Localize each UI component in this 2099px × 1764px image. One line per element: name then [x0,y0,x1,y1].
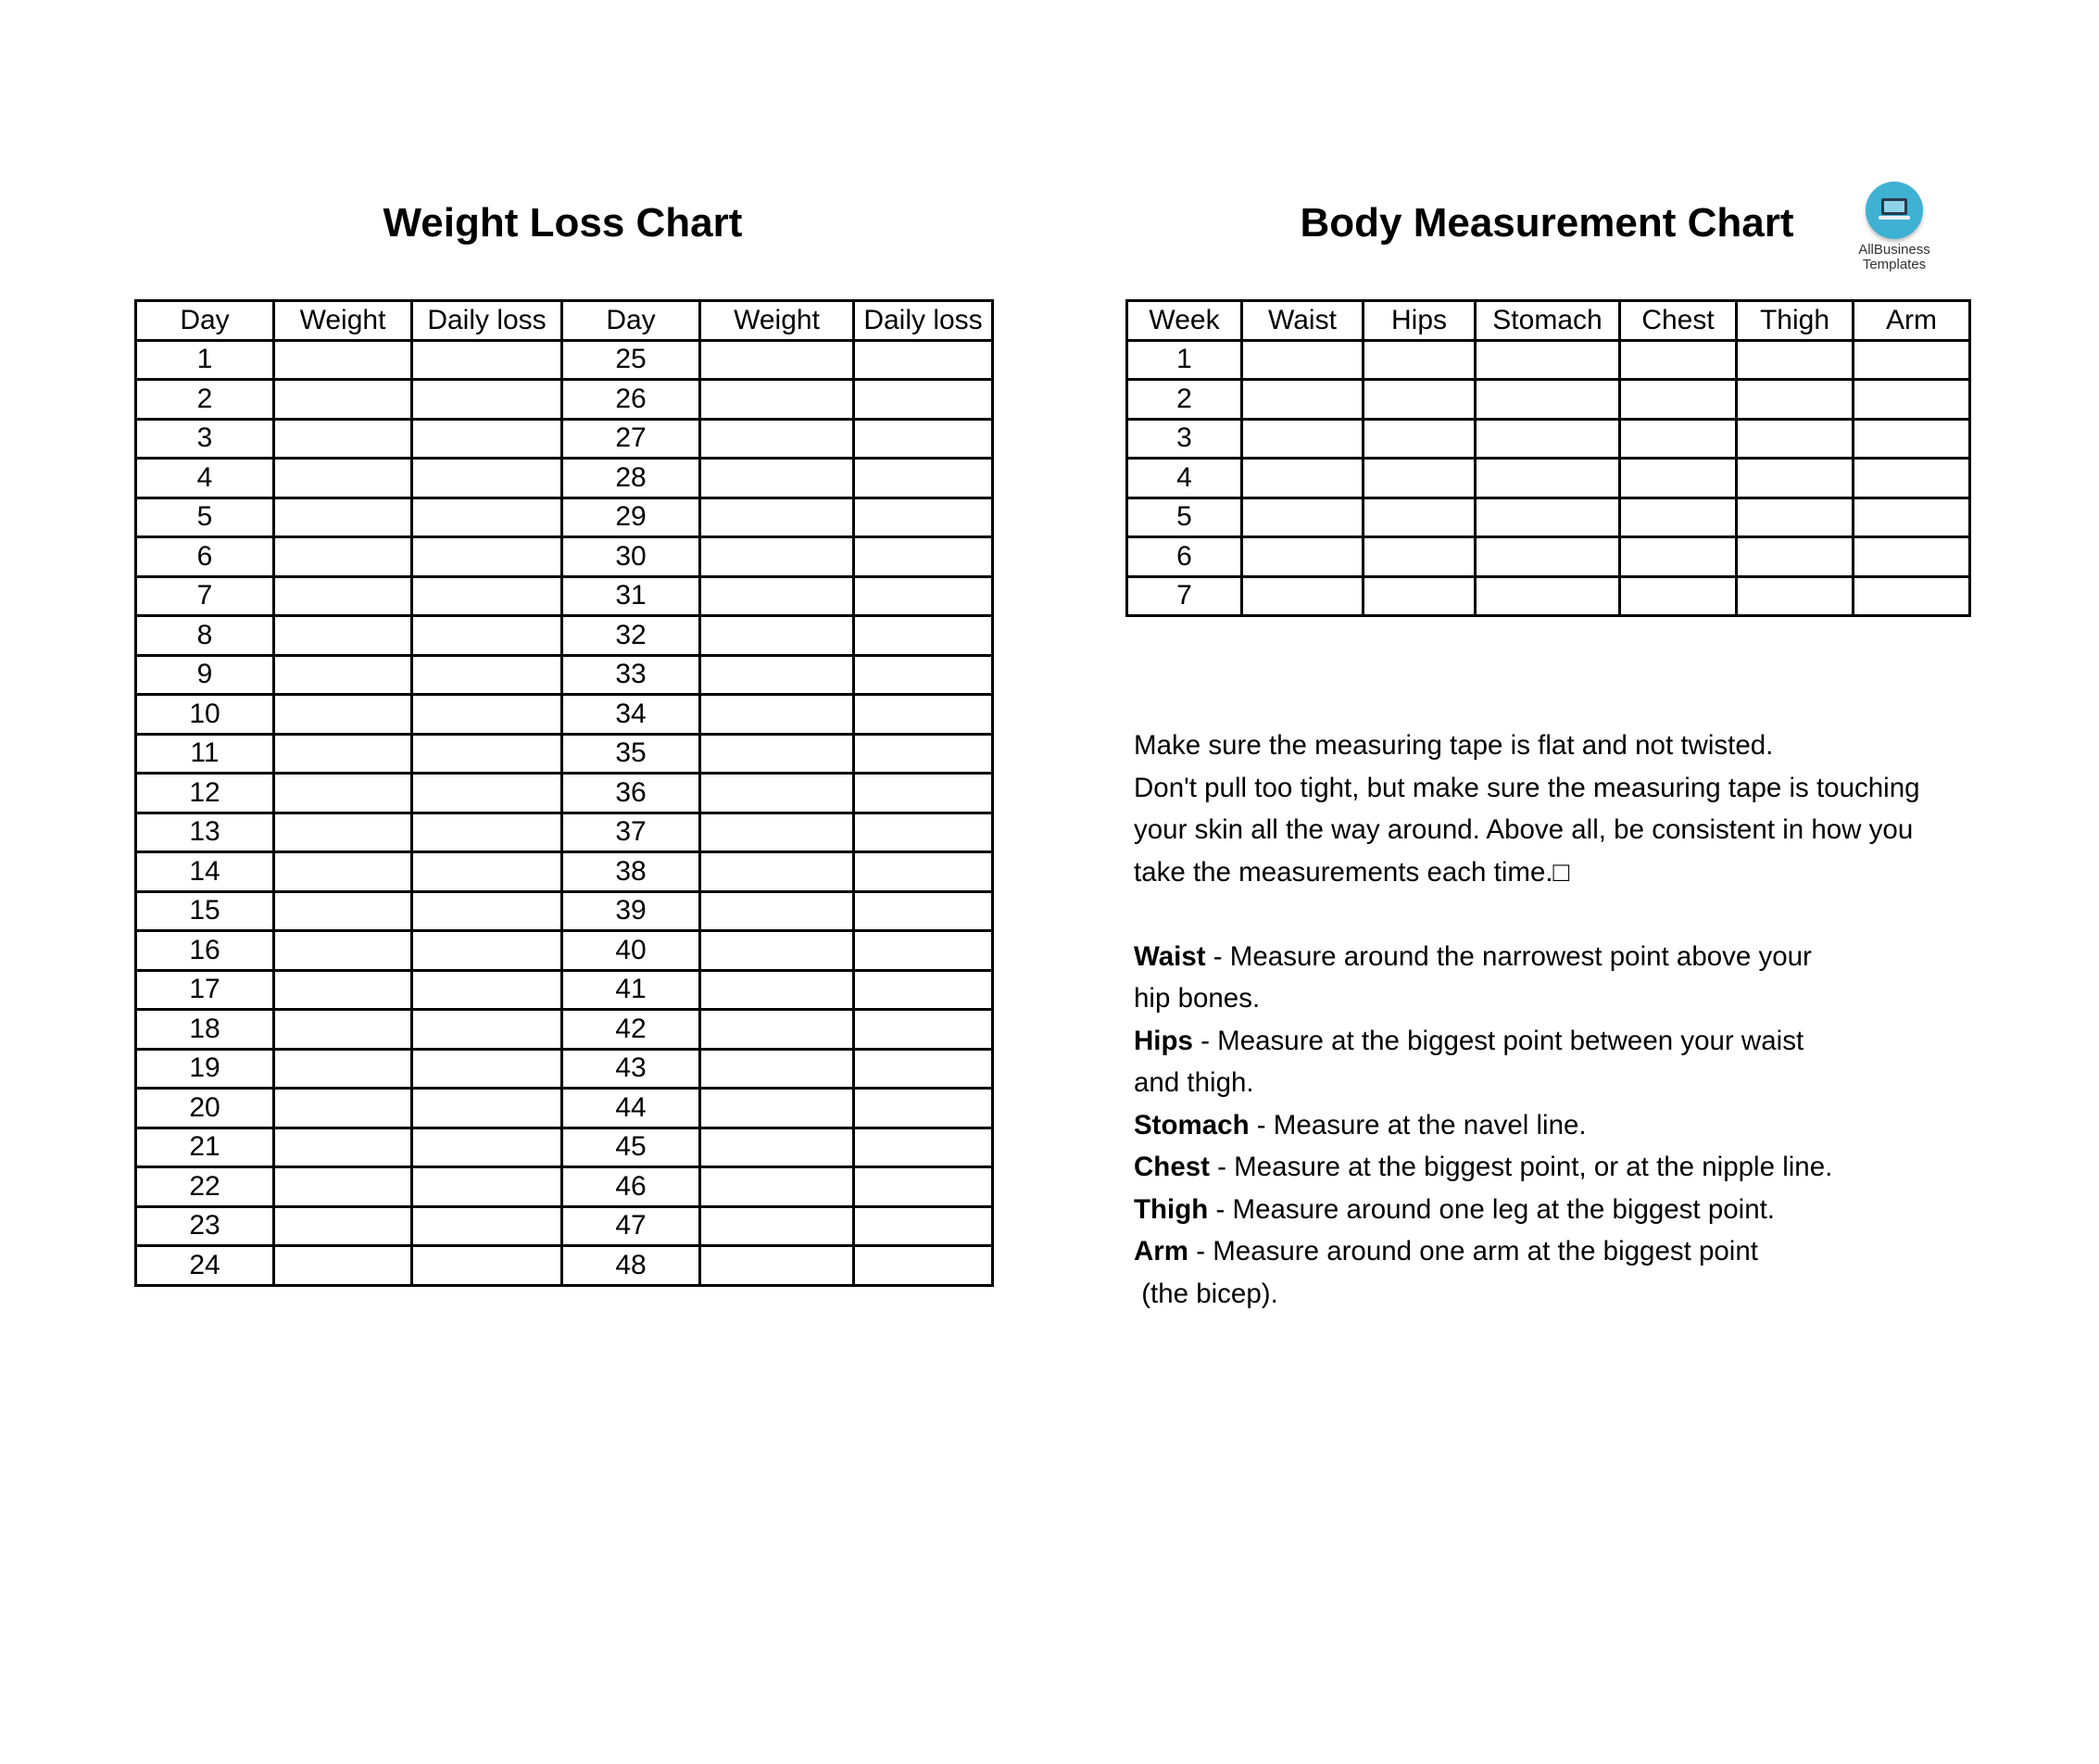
table-row [136,498,993,537]
daily-loss-input-cell[interactable] [854,1010,993,1050]
instruction-chest [1134,1146,1967,1189]
header-thigh: Thigh [1737,301,1854,341]
weight-input-cell[interactable] [274,380,412,420]
day-cell: 8 [136,616,274,656]
instruction-arm [1134,1273,1967,1316]
measurement-instructions [1134,724,1967,1315]
weight-input-cell[interactable] [700,419,854,459]
day-cell: 24 [136,1246,274,1286]
weight-input-cell[interactable] [700,459,854,498]
daily-loss-input-cell[interactable] [854,616,993,656]
day-cell: 38 [562,852,700,892]
stomach-input-cell[interactable] [1476,537,1620,577]
weight-input-cell[interactable] [274,498,412,537]
stomach-input-cell[interactable] [1476,459,1620,498]
weight-input-cell[interactable] [700,695,854,735]
weight-input-cell[interactable] [700,813,854,852]
day-cell: 10 [136,695,274,735]
day-cell: 3 [136,419,274,459]
table-row [136,695,993,735]
daily-loss-input-cell[interactable] [412,931,562,971]
table-row [136,576,993,616]
weight-table-header-row [136,301,993,341]
weight-input-cell[interactable] [274,1089,412,1128]
waist-input-cell[interactable] [1242,340,1364,380]
day-cell: 48 [562,1246,700,1286]
weight-input-cell[interactable] [274,695,412,735]
arm-input-cell[interactable] [1854,537,1970,577]
daily-loss-input-cell[interactable] [412,576,562,616]
instruction-text: and thigh. [1134,1067,1254,1098]
weight-input-cell[interactable] [274,1128,412,1167]
weight-input-cell[interactable] [700,498,854,537]
weight-input-cell[interactable] [274,655,412,695]
day-cell: 37 [562,813,700,852]
waist-input-cell[interactable] [1242,459,1364,498]
daily-loss-input-cell[interactable] [412,970,562,1010]
waist-input-cell[interactable] [1242,498,1364,537]
chest-input-cell[interactable] [1620,498,1737,537]
stomach-input-cell[interactable] [1476,340,1620,380]
spacer [1134,893,1967,936]
chest-input-cell[interactable] [1620,459,1737,498]
day-cell: 36 [562,774,700,813]
table-row [1127,537,1970,577]
table-row [136,970,993,1010]
day-cell: 26 [562,380,700,420]
day-cell: 41 [562,970,700,1010]
daily-loss-input-cell[interactable] [854,380,993,420]
weight-input-cell[interactable] [700,734,854,774]
intro-text-line: your skin all the way around. Above all, be consistent in how you [1134,814,1914,845]
hips-input-cell[interactable] [1364,380,1476,420]
daily-loss-input-cell[interactable] [854,891,993,931]
weight-input-cell[interactable] [700,1206,854,1246]
instruction-label: Thigh [1134,1193,1209,1225]
daily-loss-input-cell[interactable] [412,1049,562,1089]
day-cell: 28 [562,459,700,498]
header-arm: Arm [1854,301,1970,341]
table-row [136,1010,993,1050]
daily-loss-input-cell[interactable] [854,774,993,813]
table-row [136,774,993,813]
day-cell: 4 [136,459,274,498]
daily-loss-input-cell[interactable] [412,498,562,537]
weight-input-cell[interactable] [274,1010,412,1050]
header-stomach: Stomach [1476,301,1620,341]
header-hips: Hips [1364,301,1476,341]
weight-loss-table [134,299,994,1287]
waist-input-cell[interactable] [1242,576,1364,616]
day-cell: 22 [136,1167,274,1207]
weight-input-cell[interactable] [274,616,412,656]
daily-loss-input-cell[interactable] [854,655,993,695]
header-waist: Waist [1242,301,1364,341]
weight-input-cell[interactable] [700,1010,854,1050]
logo-text-line2: Templates [1862,257,1927,272]
weight-input-cell[interactable] [274,1167,412,1207]
weight-input-cell[interactable] [700,1089,854,1128]
daily-loss-input-cell[interactable] [854,852,993,892]
table-row [136,537,993,577]
table-row [136,852,993,892]
header-weight: Weight [274,301,412,341]
instruction-waist [1134,977,1967,1020]
arm-input-cell[interactable] [1854,340,1970,380]
day-cell: 47 [562,1206,700,1246]
week-cell: 7 [1127,576,1242,616]
weight-input-cell[interactable] [274,1246,412,1286]
daily-loss-input-cell[interactable] [854,695,993,735]
instruction-hips [1134,1062,1967,1104]
day-cell: 21 [136,1128,274,1167]
table-row [1127,380,1970,420]
table-row [136,340,993,380]
weight-input-cell[interactable] [274,340,412,380]
week-cell: 3 [1127,419,1242,459]
thigh-input-cell[interactable] [1737,576,1854,616]
daily-loss-input-cell[interactable] [854,734,993,774]
weight-input-cell[interactable] [274,931,412,971]
weight-input-cell[interactable] [700,970,854,1010]
daily-loss-input-cell[interactable] [854,576,993,616]
weight-loss-chart-title: Weight Loss Chart [383,200,743,246]
header-weight: Weight [700,301,854,341]
laptop-icon [1866,182,1923,239]
weight-input-cell[interactable] [274,852,412,892]
daily-loss-input-cell[interactable] [854,340,993,380]
table-row [136,1128,993,1167]
hips-input-cell[interactable] [1364,498,1476,537]
stomach-input-cell[interactable] [1476,419,1620,459]
daily-loss-input-cell[interactable] [412,1167,562,1207]
header-week: Week [1127,301,1242,341]
instruction-stomach [1134,1104,1967,1147]
day-cell: 13 [136,813,274,852]
daily-loss-input-cell[interactable] [412,1089,562,1128]
day-cell: 17 [136,970,274,1010]
instruction-label: Stomach [1134,1109,1250,1140]
daily-loss-input-cell[interactable] [412,734,562,774]
intro-text-line: take the measurements each time.□ [1134,856,1570,888]
day-cell: 34 [562,695,700,735]
daily-loss-input-cell[interactable] [854,1128,993,1167]
week-cell: 6 [1127,537,1242,577]
weight-input-cell[interactable] [274,537,412,577]
daily-loss-input-cell[interactable] [412,852,562,892]
weight-input-cell[interactable] [700,852,854,892]
day-cell: 45 [562,1128,700,1167]
daily-loss-input-cell[interactable] [412,419,562,459]
weight-input-cell[interactable] [700,1167,854,1207]
table-row [136,1089,993,1128]
daily-loss-input-cell[interactable] [412,774,562,813]
day-cell: 5 [136,498,274,537]
chest-input-cell[interactable] [1620,576,1737,616]
weight-input-cell[interactable] [274,419,412,459]
weight-input-cell[interactable] [700,1049,854,1089]
weight-input-cell[interactable] [700,655,854,695]
instruction-text: - Measure at the biggest point, or at the nipple line. [1209,1152,1833,1182]
instruction-label: Hips [1134,1025,1193,1056]
waist-input-cell[interactable] [1242,380,1364,420]
table-row [136,655,993,695]
weight-input-cell[interactable] [700,340,854,380]
intro-text-line: Make sure the measuring tape is flat and not twisted. [1134,730,1774,761]
hips-input-cell[interactable] [1364,537,1476,577]
daily-loss-input-cell[interactable] [412,813,562,852]
arm-input-cell[interactable] [1854,380,1970,420]
day-cell: 29 [562,498,700,537]
weight-input-cell[interactable] [700,616,854,656]
daily-loss-input-cell[interactable] [854,813,993,852]
instruction-arm [1134,1230,1967,1273]
thigh-input-cell[interactable] [1737,340,1854,380]
weight-input-cell[interactable] [700,1246,854,1286]
instruction-text: - Measure around the narrowest point above your [1205,940,1812,972]
day-cell: 30 [562,537,700,577]
instruction-text: - Measure at the navel line. [1249,1109,1587,1140]
header-day: Day [136,301,274,341]
day-cell: 35 [562,734,700,774]
header-daily-loss: Daily loss [412,301,562,341]
instruction-text: - Measure around one arm at the biggest point [1188,1236,1758,1266]
table-row [136,734,993,774]
day-cell: 11 [136,734,274,774]
table-row [136,419,993,459]
instruction-label: Waist [1134,940,1206,972]
thigh-input-cell[interactable] [1737,498,1854,537]
waist-input-cell[interactable] [1242,419,1364,459]
weight-input-cell[interactable] [274,1049,412,1089]
week-cell: 4 [1127,459,1242,498]
daily-loss-input-cell[interactable] [854,970,993,1010]
daily-loss-input-cell[interactable] [412,1128,562,1167]
daily-loss-input-cell[interactable] [412,891,562,931]
daily-loss-input-cell[interactable] [412,1206,562,1246]
day-cell: 15 [136,891,274,931]
body-measurement-table [1125,299,1971,617]
daily-loss-input-cell[interactable] [412,1010,562,1050]
thigh-input-cell[interactable] [1737,537,1854,577]
weight-input-cell[interactable] [700,774,854,813]
table-row [136,891,993,931]
arm-input-cell[interactable] [1854,576,1970,616]
table-row [136,380,993,420]
day-cell: 6 [136,537,274,577]
day-cell: 43 [562,1049,700,1089]
day-cell: 2 [136,380,274,420]
chest-input-cell[interactable] [1620,340,1737,380]
instruction-text: (the bicep). [1134,1278,1278,1309]
instruction-hips [1134,1020,1967,1063]
weight-input-cell[interactable] [700,380,854,420]
daily-loss-input-cell[interactable] [412,1246,562,1286]
daily-loss-input-cell[interactable] [412,616,562,656]
instruction-text: hip bones. [1134,983,1261,1014]
daily-loss-input-cell[interactable] [854,931,993,971]
intro-text-line: Don't pull too tight, but make sure the measuring tape is touching [1134,772,1920,803]
week-cell: 5 [1127,498,1242,537]
table-row [136,1167,993,1207]
day-cell: 18 [136,1010,274,1050]
daily-loss-input-cell[interactable] [854,419,993,459]
day-cell: 31 [562,576,700,616]
weight-input-cell[interactable] [274,970,412,1010]
weight-input-cell[interactable] [274,459,412,498]
day-cell: 27 [562,419,700,459]
daily-loss-input-cell[interactable] [854,459,993,498]
instruction-thigh [1134,1189,1967,1231]
day-cell: 12 [136,774,274,813]
hips-input-cell[interactable] [1364,576,1476,616]
weight-input-cell[interactable] [274,576,412,616]
daily-loss-input-cell[interactable] [412,340,562,380]
header-chest: Chest [1620,301,1737,341]
hips-input-cell[interactable] [1364,459,1476,498]
daily-loss-input-cell[interactable] [412,537,562,577]
day-cell: 40 [562,931,700,971]
hips-input-cell[interactable] [1364,340,1476,380]
day-cell: 33 [562,655,700,695]
table-row [1127,340,1970,380]
chest-input-cell[interactable] [1620,419,1737,459]
daily-loss-input-cell[interactable] [412,655,562,695]
body-table-header-row [1127,301,1970,341]
stomach-input-cell[interactable] [1476,380,1620,420]
stomach-input-cell[interactable] [1476,498,1620,537]
daily-loss-input-cell[interactable] [412,695,562,735]
arm-input-cell[interactable] [1854,459,1970,498]
daily-loss-input-cell[interactable] [854,1206,993,1246]
weight-input-cell[interactable] [274,734,412,774]
table-row [136,931,993,971]
day-cell: 32 [562,616,700,656]
day-cell: 20 [136,1089,274,1128]
weight-input-cell[interactable] [700,931,854,971]
day-cell: 1 [136,340,274,380]
day-cell: 9 [136,655,274,695]
daily-loss-input-cell[interactable] [854,1167,993,1207]
chest-input-cell[interactable] [1620,380,1737,420]
arm-input-cell[interactable] [1854,419,1970,459]
day-cell: 23 [136,1206,274,1246]
table-row [136,1049,993,1089]
allbusiness-templates-logo [1843,182,1945,272]
daily-loss-input-cell[interactable] [854,1049,993,1089]
instruction-label: Chest [1134,1152,1210,1182]
daily-loss-input-cell[interactable] [854,498,993,537]
waist-input-cell[interactable] [1242,537,1364,577]
table-row [136,1246,993,1286]
day-cell: 16 [136,931,274,971]
chest-input-cell[interactable] [1620,537,1737,577]
daily-loss-input-cell[interactable] [854,1246,993,1286]
table-row [1127,459,1970,498]
day-cell: 44 [562,1089,700,1128]
instruction-waist [1134,936,1967,978]
logo-text-line1: AllBusiness [1858,242,1930,258]
body-measurement-chart-title: Body Measurement Chart [1300,200,1794,246]
instruction-text: - Measure at the biggest point between your waist [1192,1025,1804,1056]
hips-input-cell[interactable] [1364,419,1476,459]
day-cell: 19 [136,1049,274,1089]
instruction-text: - Measure around one leg at the biggest point. [1208,1193,1775,1225]
header-day: Day [562,301,700,341]
weight-input-cell[interactable] [700,891,854,931]
weight-input-cell[interactable] [700,1128,854,1167]
table-row [136,1206,993,1246]
thigh-input-cell[interactable] [1737,419,1854,459]
stomach-input-cell[interactable] [1476,576,1620,616]
day-cell: 14 [136,852,274,892]
header-daily-loss: Daily loss [854,301,993,341]
weight-input-cell[interactable] [700,576,854,616]
daily-loss-input-cell[interactable] [854,1089,993,1128]
table-row [136,616,993,656]
day-cell: 39 [562,891,700,931]
table-row [1127,419,1970,459]
table-row [136,813,993,852]
week-cell: 1 [1127,340,1242,380]
daily-loss-input-cell[interactable] [412,459,562,498]
thigh-input-cell[interactable] [1737,380,1854,420]
table-row [1127,498,1970,537]
day-cell: 7 [136,576,274,616]
weight-input-cell[interactable] [700,537,854,577]
table-row [1127,576,1970,616]
daily-loss-input-cell[interactable] [854,537,993,577]
weight-input-cell[interactable] [274,774,412,813]
week-cell: 2 [1127,380,1242,420]
arm-input-cell[interactable] [1854,498,1970,537]
thigh-input-cell[interactable] [1737,459,1854,498]
weight-input-cell[interactable] [274,813,412,852]
weight-input-cell[interactable] [274,1206,412,1246]
day-cell: 25 [562,340,700,380]
daily-loss-input-cell[interactable] [412,380,562,420]
instruction-label: Arm [1134,1236,1189,1266]
day-cell: 42 [562,1010,700,1050]
table-row [136,459,993,498]
day-cell: 46 [562,1167,700,1207]
weight-input-cell[interactable] [274,891,412,931]
